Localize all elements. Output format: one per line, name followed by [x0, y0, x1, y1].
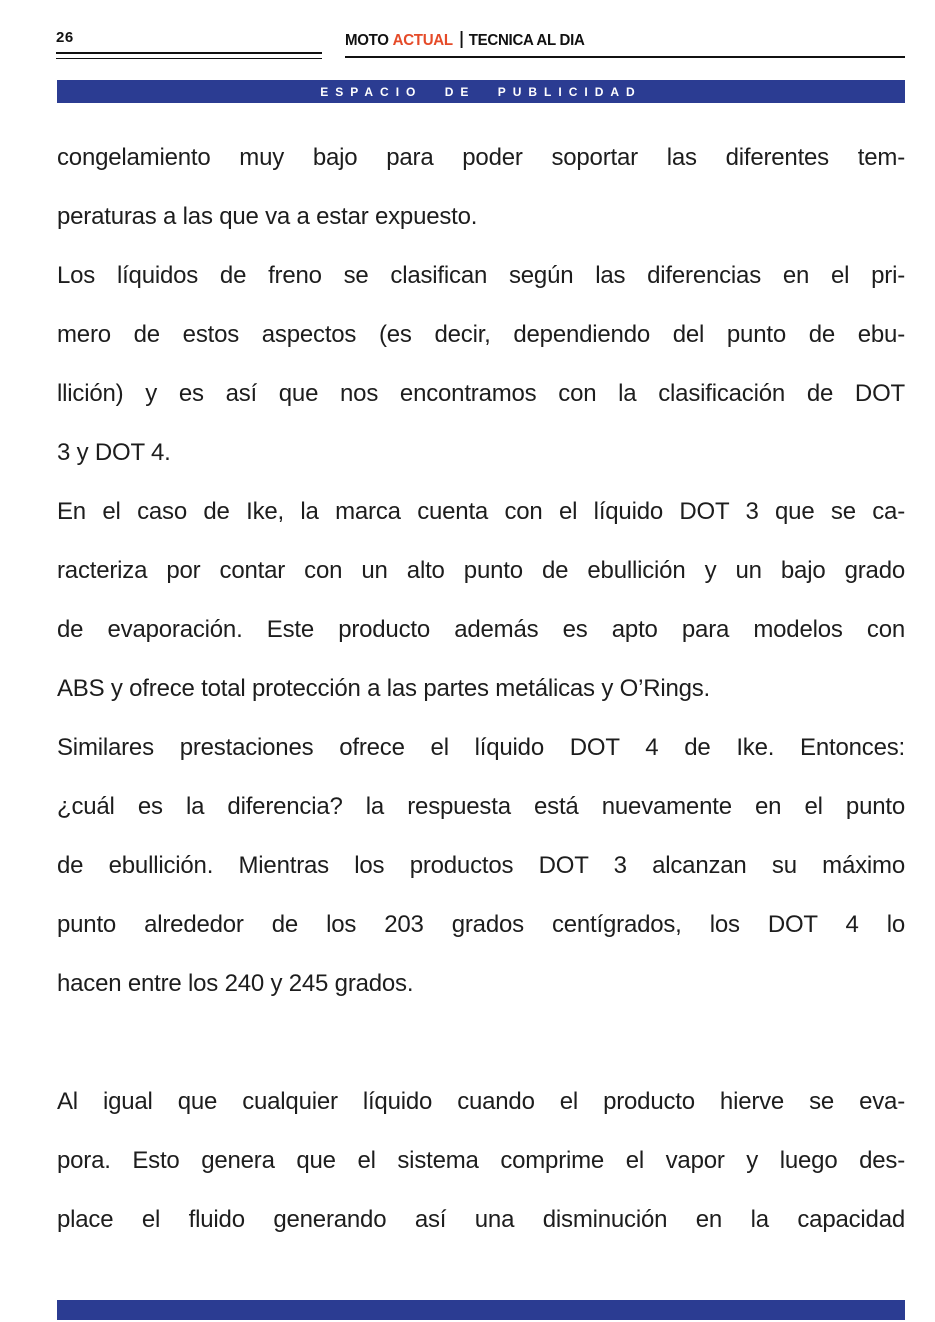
ad-banner-label: ESPACIO DE PUBLICIDAD [320, 85, 642, 99]
masthead-moto: MOTO [345, 32, 389, 49]
text-line: 3 y DOT 4. [57, 439, 171, 466]
paragraph [57, 1072, 905, 1249]
paragraph [57, 718, 905, 1013]
paragraph [57, 482, 905, 718]
text-line: hacen entre los 240 y 245 grados. [57, 970, 414, 997]
masthead-separator [460, 31, 462, 48]
text-line: de evaporación. Este producto además es apto para modelos con [57, 616, 905, 643]
text-line: Al igual que cualquier líquido cuando el producto hierve se eva- [57, 1088, 905, 1115]
masthead-actual: ACTUAL [392, 32, 453, 49]
text-line: racteriza por contar con un alto punto de ebullición y un bajo grado [57, 557, 905, 584]
ad-banner [57, 80, 905, 103]
page-number: 26 [56, 29, 74, 46]
paragraph [57, 128, 905, 246]
masthead-tecnica: TECNICA AL DIA [468, 32, 585, 49]
text-line: En el caso de Ike, la marca cuenta con el líquido DOT 3 que se ca- [57, 498, 905, 525]
text-line: de ebullición. Mientras los productos DOT 3 alcanzan su máximo [57, 852, 905, 879]
text-line: Los líquidos de freno se clasifican según las diferencias en el pri- [57, 262, 905, 289]
text-line: ABS y ofrece total protección a las partes metálicas y O’Rings. [57, 675, 711, 702]
text-line: congelamiento muy bajo para poder soportar las diferentes tem- [57, 144, 905, 171]
text-line: llición) y es así que nos encontramos con la clasificación de DOT [57, 380, 905, 407]
text-line: place el fluido generando así una disminución en la capacidad [57, 1206, 905, 1233]
text-line: punto alrededor de los 203 grados centígrados, los DOT 4 lo [57, 911, 905, 938]
text-line: mero de estos aspectos (es decir, dependiendo del punto de ebu- [57, 321, 905, 348]
header-rule-right [345, 56, 905, 58]
article-body [57, 128, 905, 1249]
text-line: peraturas a las que va a estar expuesto. [57, 203, 478, 230]
text-line: Similares prestaciones ofrece el líquido DOT 4 de Ike. Entonces: [57, 734, 905, 761]
paragraph [57, 246, 905, 482]
header-rule-left [56, 52, 322, 59]
text-line: pora. Esto genera que el sistema comprime el vapor y luego des- [57, 1147, 905, 1174]
masthead [345, 31, 585, 50]
footer-bar [57, 1300, 905, 1320]
text-line: ¿cuál es la diferencia? la respuesta está nuevamente en el punto [57, 793, 905, 820]
